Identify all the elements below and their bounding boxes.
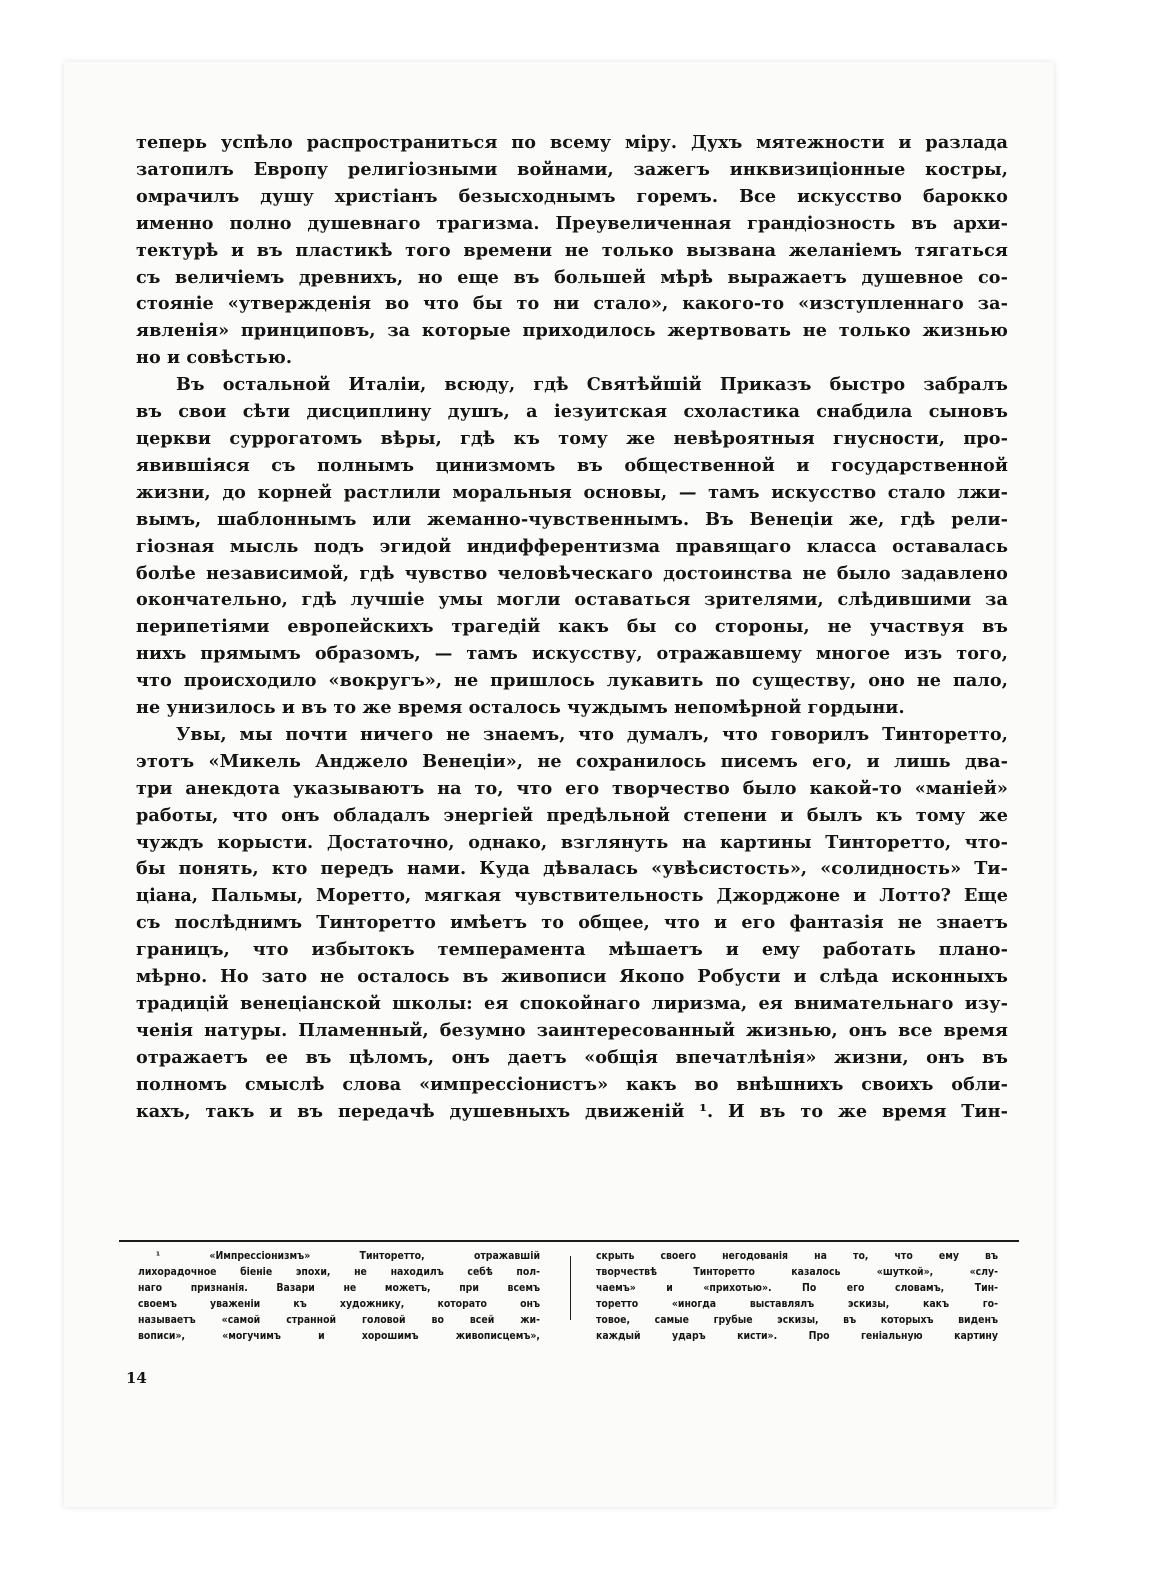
text-line: три анекдота указываютъ на то, что его творчество было какой-то «маніей»: [136, 777, 1008, 799]
text-line: гіозная мысль подъ эгидой индифферентизма правящаго класса оставалась: [136, 535, 1008, 557]
footnote-line: каждый ударъ кисти». Про геніальную картину: [596, 1330, 998, 1342]
book-page: [64, 62, 1054, 1507]
text-line: омрачилъ душу христіанъ безысходнымъ горемъ. Все искусство барокко: [136, 185, 1008, 207]
text-line: бы понять, кто передъ нами. Куда дѣвалась «увѣсистость», «солидность» Ти-: [136, 858, 1008, 880]
footnote-line: наго признанія. Вазари не можетъ, при всемъ: [138, 1282, 540, 1294]
text-line: нихъ прямымъ образомъ, — тамъ искусству, отражавшему многое изъ того,: [136, 643, 1008, 665]
text-line: въ свои сѣти дисциплину душъ, а іезуитская схоластика снабдила сыновъ: [136, 401, 1008, 423]
footnote-line: называетъ «самой странной головой во всей жи-: [138, 1314, 540, 1326]
footnote-line: творчествѣ Тинторетто казалось «шуткой», «слу-: [596, 1266, 998, 1278]
text-line: работы, что онъ обладалъ энергіей предѣльной степени и былъ къ тому же: [136, 804, 1008, 826]
footnote-line: лихорадочное біеніе эпохи, не находилъ себѣ пол-: [138, 1266, 540, 1278]
text-line: окончательно, гдѣ лучшіе умы могли оставаться зрителями, слѣдившими за: [136, 589, 1008, 611]
text-line: жизни, до корней растлили моральныя основы, — тамъ искусство стало лжи-: [136, 481, 1008, 503]
paragraph-1: [136, 130, 1008, 372]
text-line: болѣе независимой, гдѣ чувство человѣческаго достоинства не было задавлено: [136, 562, 1008, 584]
text-line: ціана, Пальмы, Моретто, мягкая чувствительность Джорджоне и Лотто? Еще: [136, 885, 1008, 907]
text-line: теперь успѣло распространиться по всему міру. Духъ мятежности и разлада: [136, 132, 1008, 153]
text-line: традицій венеціанской школы: ея спокойнаго лиризма, ея внимательнаго изу-: [136, 993, 1008, 1014]
text-line: что происходило «вокругъ», не пришлось лукавить по существу, оно не пало,: [136, 670, 1008, 692]
text-line: церкви суррогатомъ вѣры, гдѣ къ тому же невѣроятныя гнусности, про-: [136, 427, 1008, 449]
footnote-line: вописи», «могучимъ и хорошимъ живописцемъ»,: [138, 1330, 540, 1342]
text-line: отражаетъ ее въ цѣломъ, онъ даетъ «общія впечатлѣнія» жизни, онъ въ: [136, 1046, 1008, 1068]
text-line: не унизилось и въ то же время осталось чуждымъ непомѣрной гордыни.: [136, 697, 905, 719]
text-line: стояніе «утвержденія во что бы то ни стало», какого-то «изступленнаго за-: [136, 293, 1008, 315]
text-line: этотъ «Микель Анджело Венеціи», не сохранилось писемъ его, и лишь два-: [136, 750, 1008, 772]
text-line: но и совѣстью.: [136, 347, 293, 369]
text-line: кахъ, такъ и въ передачѣ душевныхъ движеній ¹. И въ то же время Тин-: [136, 1100, 1008, 1122]
footnote-line: ¹ «Импрессіонизмъ» Тинторетто, отражавшій: [156, 1250, 540, 1262]
text-line: границъ, что избытокъ темперамента мѣшаетъ и ему работать плано-: [136, 939, 1008, 961]
text-line: явленія» принциповъ, за которые приходилось жертвовать не только жизнью: [136, 320, 1008, 342]
paragraph-3: [136, 722, 1008, 1126]
footnote-line: товое, самые грубые эскизы, въ которыхъ виденъ: [596, 1314, 998, 1326]
text-line: именно полно душевнаго трагизма. Преувеличенная грандіозность въ архи-: [136, 212, 1008, 234]
text-line: мѣрно. Но зато не осталось въ живописи Якопо Робусти и слѣда исконныхъ: [136, 966, 1008, 988]
text-line: чуждъ корысти. Достаточно, однако, взглянуть на картины Тинторетто, что-: [136, 831, 1008, 853]
paragraph-2: [136, 372, 1008, 722]
footnote-divider-rule: [119, 1240, 1019, 1242]
main-text: [136, 130, 1008, 1126]
footnote-line: торетто «иногда выставлялъ эскизы, какъ го-: [596, 1298, 998, 1310]
footnote-line: своемъ уваженіи къ художнику, которато онъ: [138, 1298, 540, 1310]
text-line: тектурѣ и въ пластикѣ того времени не только вызвана желаніемъ тягаться: [136, 239, 1008, 261]
page-number: 14: [126, 1369, 147, 1387]
footnote-line: скрыть своего негодованія на то, что ему въ: [596, 1250, 998, 1262]
text-line: явившіяся съ полнымъ цинизмомъ въ общественной и государственной: [136, 454, 1008, 476]
footnote-column-divider: [570, 1256, 571, 1320]
text-line: съ послѣднимъ Тинторетто имѣетъ то общее, что и его фантазія не знаетъ: [136, 912, 1008, 934]
text-line: Въ остальной Италіи, всюду, гдѣ Святѣйшій Приказъ быстро забралъ: [176, 374, 1008, 396]
text-line: съ величіемъ древнихъ, но еще въ большей мѣрѣ выражаетъ душевное со-: [136, 266, 1008, 288]
text-line: Увы, мы почти ничего не знаемъ, что думалъ, что говорилъ Тинторетто,: [176, 723, 1008, 745]
footnote-line: чаемъ» и «прихотью». По его словамъ, Тин-: [596, 1282, 998, 1294]
text-line: ченія натуры. Пламенный, безумно заинтересованный жизнью, онъ все время: [136, 1019, 1008, 1041]
footnote-left-column: [138, 1248, 540, 1344]
text-line: вымъ, шаблоннымъ или жеманно-чувственнымъ. Въ Венеціи же, гдѣ рели-: [136, 508, 1008, 530]
text-line: полномъ смыслѣ слова «импрессіонистъ» какъ во внѣшнихъ своихъ обли-: [136, 1073, 1008, 1095]
text-line: перипетіями европейскихъ трагедій какъ бы со стороны, не участвуя въ: [136, 616, 1008, 638]
text-line: затопилъ Европу религіозными войнами, зажегъ инквизиціонные костры,: [136, 158, 1008, 180]
footnote-right-column: [596, 1248, 998, 1344]
